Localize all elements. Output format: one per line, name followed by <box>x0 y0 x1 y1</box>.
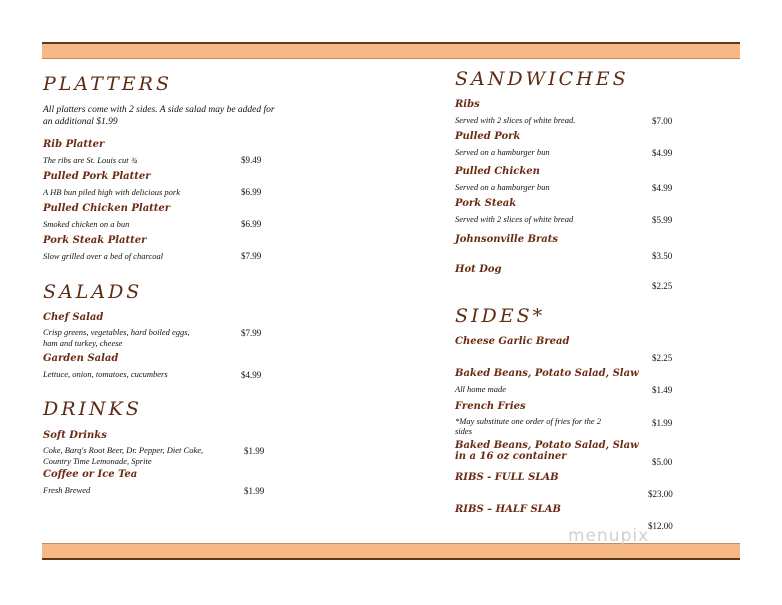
menu-item-price: $7.99 <box>241 328 262 338</box>
menupix-watermark: menupix <box>568 526 650 546</box>
menu-item-desc: Served with 2 slices of white bread <box>455 214 574 224</box>
menu-item-desc: Served on a hamburger bun <box>455 182 550 192</box>
menu-item-price: $3.50 <box>652 251 673 261</box>
menu-item-desc: A HB bun piled high with delicious pork <box>43 187 181 197</box>
menu-item-name: RIBS – HALF SLAB <box>455 504 561 515</box>
menu-item-price: $6.99 <box>241 187 262 197</box>
menu-item-name: Rib Platter <box>43 139 105 150</box>
menu-item-desc: All home made <box>455 384 506 394</box>
menu-item-desc: ham and turkey, cheese <box>43 338 123 348</box>
top-border-band <box>42 44 740 58</box>
menu-item-name: Garden Salad <box>43 353 119 364</box>
menu-item-desc: *May substitute one order of fries for the 2 <box>455 416 602 426</box>
menu-item-desc: Slow grilled over a bed of charcoal <box>43 251 164 261</box>
bottom-border-band <box>42 544 740 558</box>
menu-item-name: Baked Beans, Potato Salad, Slaw <box>455 368 639 379</box>
menu-item-price: $9.49 <box>241 155 262 165</box>
menu-item-desc: Lettuce, onion, tomatoes, cucumbers <box>43 369 168 379</box>
menu-item-desc: Fresh Brewed <box>43 485 91 495</box>
bottom-border-line <box>42 558 740 560</box>
menu-item-price: $5.00 <box>652 457 673 467</box>
menu-item-desc: Served on a hamburger bun <box>455 147 550 157</box>
platters-title: PLATTERS <box>43 73 172 95</box>
drinks-title: DRINKS <box>43 398 142 420</box>
menu-item-desc: sides <box>455 426 472 436</box>
menu-item-name: Pulled Chicken Platter <box>43 203 171 214</box>
menu-item-name: in a 16 oz container <box>455 451 567 462</box>
menu-item-name: Hot Dog <box>455 264 502 275</box>
menu-item-desc: Smoked chicken on a bun <box>43 219 130 229</box>
menu-item-price: $4.99 <box>652 183 673 193</box>
menu-item-name: Baked Beans, Potato Salad, Slaw <box>455 440 639 451</box>
menu-item-price: $2.25 <box>652 281 673 291</box>
menu-item-desc: The ribs are St. Louis cut ¾ <box>43 155 138 165</box>
menu-item-price: $6.99 <box>241 219 262 229</box>
menu-item-name: Pulled Pork Platter <box>43 171 151 182</box>
menu-item-price: $5.99 <box>652 215 673 225</box>
menu-item-name: Soft Drinks <box>43 430 107 441</box>
menu-item-price: $1.99 <box>652 418 673 428</box>
menu-item-name: Pulled Pork <box>455 131 521 142</box>
menu-item-name: Chef Salad <box>43 312 104 323</box>
menu-item-name: RIBS - FULL SLAB <box>455 472 559 483</box>
menu-item-name: French Fries <box>455 401 526 412</box>
menu-item-name: Pulled Chicken <box>455 166 540 177</box>
menu-item-price: $7.99 <box>241 251 262 261</box>
menu-item-price: $2.25 <box>652 353 673 363</box>
menu-item-name: Ribs <box>455 99 480 110</box>
menu-item-name: Johnsonville Brats <box>455 234 559 245</box>
menu-item-desc: Served with 2 slices of white bread. <box>455 115 576 125</box>
menu-item-price: $1.99 <box>244 446 265 456</box>
menu-item-desc: Country Time Lemonade, Sprite <box>43 456 152 466</box>
menu-item-price: $7.00 <box>652 116 673 126</box>
menu-item-price: $12.00 <box>648 521 673 531</box>
menu-item-price: $23.00 <box>648 489 673 499</box>
menu-item-price: $4.99 <box>652 148 673 158</box>
top-border-line-thin <box>42 58 740 59</box>
menu-item-price: $1.49 <box>652 385 673 395</box>
platters-intro-line2: an additional $1.99 <box>43 117 118 127</box>
menu-item-name: Cheese Garlic Bread <box>455 336 570 347</box>
menu-item-price: $4.99 <box>241 370 262 380</box>
menu-item-desc: Crisp greens, vegetables, hard boiled eggs, <box>43 327 190 337</box>
sandwiches-title: SANDWICHES <box>455 68 629 90</box>
menu-item-name: Pork Steak Platter <box>43 235 147 246</box>
sides-title: SIDES* <box>455 305 546 327</box>
salads-title: SALADS <box>43 281 143 303</box>
menu-item-name: Coffee or Ice Tea <box>43 469 138 480</box>
menu-item-desc: Coke, Barq's Root Beer, Dr. Pepper, Diet Coke, <box>43 445 204 455</box>
menu-item-name: Pork Steak <box>455 198 517 209</box>
menu-item-price: $1.99 <box>244 486 265 496</box>
platters-intro-line1: All platters come with 2 sides. A side salad may be added for <box>43 105 275 115</box>
